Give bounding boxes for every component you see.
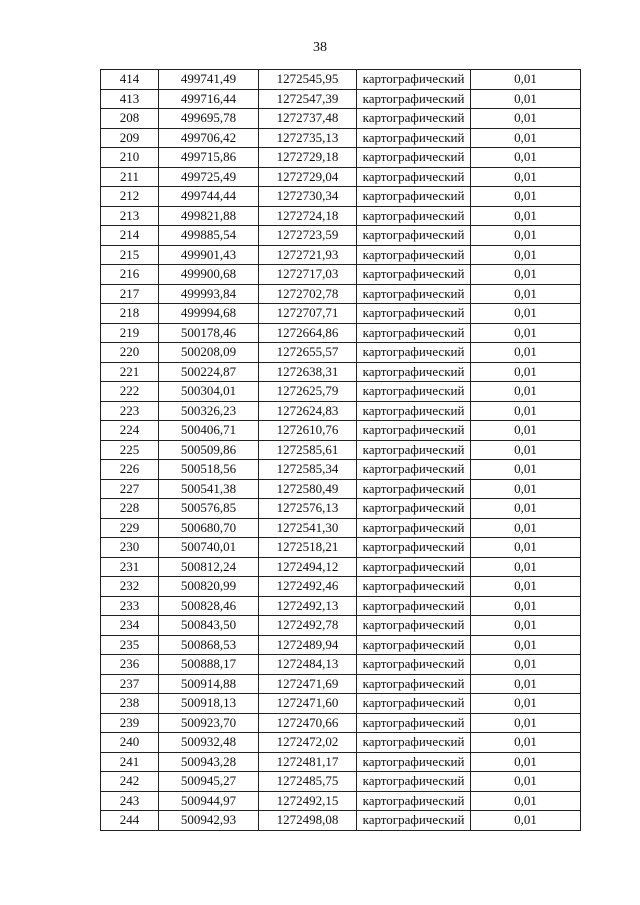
method-cell: картографический: [357, 226, 471, 246]
point-number-cell: 227: [101, 479, 159, 499]
x-coordinate-cell: 500923,70: [159, 713, 259, 733]
table-row: [101, 752, 581, 772]
x-coordinate-cell: 500914,88: [159, 674, 259, 694]
x-coordinate-cell: 500326,23: [159, 401, 259, 421]
accuracy-cell: 0,01: [471, 733, 581, 753]
x-coordinate-cell: 499741,49: [159, 70, 259, 90]
point-number-cell: 215: [101, 245, 159, 265]
point-number-cell: 243: [101, 791, 159, 811]
accuracy-cell: 0,01: [471, 811, 581, 831]
point-number-cell: 414: [101, 70, 159, 90]
y-coordinate-cell: 1272580,49: [259, 479, 357, 499]
accuracy-cell: 0,01: [471, 304, 581, 324]
point-number-cell: 230: [101, 538, 159, 558]
method-cell: картографический: [357, 187, 471, 207]
point-number-cell: 234: [101, 616, 159, 636]
y-coordinate-cell: 1272724,18: [259, 206, 357, 226]
x-coordinate-cell: 500888,17: [159, 655, 259, 675]
y-coordinate-cell: 1272545,95: [259, 70, 357, 90]
y-coordinate-cell: 1272547,39: [259, 89, 357, 109]
table-row: [101, 284, 581, 304]
method-cell: картографический: [357, 284, 471, 304]
y-coordinate-cell: 1272638,31: [259, 362, 357, 382]
point-number-cell: 228: [101, 499, 159, 519]
x-coordinate-cell: 499901,43: [159, 245, 259, 265]
method-cell: картографический: [357, 323, 471, 343]
y-coordinate-cell: 1272484,13: [259, 655, 357, 675]
method-cell: картографический: [357, 362, 471, 382]
point-number-cell: 232: [101, 577, 159, 597]
x-coordinate-cell: 499706,42: [159, 128, 259, 148]
accuracy-cell: 0,01: [471, 616, 581, 636]
table-row: [101, 694, 581, 714]
x-coordinate-cell: 500943,28: [159, 752, 259, 772]
accuracy-cell: 0,01: [471, 265, 581, 285]
x-coordinate-cell: 499695,78: [159, 109, 259, 129]
point-number-cell: 220: [101, 343, 159, 363]
table-row: [101, 538, 581, 558]
y-coordinate-cell: 1272498,08: [259, 811, 357, 831]
y-coordinate-cell: 1272494,12: [259, 557, 357, 577]
table-row: [101, 440, 581, 460]
accuracy-cell: 0,01: [471, 499, 581, 519]
table-row: [101, 616, 581, 636]
method-cell: картографический: [357, 674, 471, 694]
y-coordinate-cell: 1272518,21: [259, 538, 357, 558]
y-coordinate-cell: 1272471,60: [259, 694, 357, 714]
accuracy-cell: 0,01: [471, 694, 581, 714]
method-cell: картографический: [357, 538, 471, 558]
table-row: [101, 128, 581, 148]
table-row: [101, 674, 581, 694]
method-cell: картографический: [357, 128, 471, 148]
table-row: [101, 401, 581, 421]
accuracy-cell: 0,01: [471, 518, 581, 538]
table-row: [101, 557, 581, 577]
table-row: [101, 343, 581, 363]
method-cell: картографический: [357, 206, 471, 226]
y-coordinate-cell: 1272471,69: [259, 674, 357, 694]
accuracy-cell: 0,01: [471, 460, 581, 480]
method-cell: картографический: [357, 382, 471, 402]
y-coordinate-cell: 1272721,93: [259, 245, 357, 265]
table-row: [101, 187, 581, 207]
table-row: [101, 362, 581, 382]
accuracy-cell: 0,01: [471, 148, 581, 168]
table-row: [101, 265, 581, 285]
accuracy-cell: 0,01: [471, 440, 581, 460]
method-cell: картографический: [357, 655, 471, 675]
table-row: [101, 791, 581, 811]
method-cell: картографический: [357, 479, 471, 499]
x-coordinate-cell: 500812,24: [159, 557, 259, 577]
table-row: [101, 518, 581, 538]
x-coordinate-cell: 499821,88: [159, 206, 259, 226]
point-number-cell: 239: [101, 713, 159, 733]
point-number-cell: 221: [101, 362, 159, 382]
table-row: [101, 772, 581, 792]
method-cell: картографический: [357, 499, 471, 519]
point-number-cell: 223: [101, 401, 159, 421]
y-coordinate-cell: 1272472,02: [259, 733, 357, 753]
y-coordinate-cell: 1272576,13: [259, 499, 357, 519]
accuracy-cell: 0,01: [471, 109, 581, 129]
method-cell: картографический: [357, 694, 471, 714]
method-cell: картографический: [357, 635, 471, 655]
x-coordinate-cell: 500178,46: [159, 323, 259, 343]
x-coordinate-cell: 500932,48: [159, 733, 259, 753]
method-cell: картографический: [357, 596, 471, 616]
y-coordinate-cell: 1272702,78: [259, 284, 357, 304]
point-number-cell: 210: [101, 148, 159, 168]
table-body: [101, 70, 581, 831]
method-cell: картографический: [357, 304, 471, 324]
method-cell: картографический: [357, 265, 471, 285]
point-number-cell: 238: [101, 694, 159, 714]
accuracy-cell: 0,01: [471, 70, 581, 90]
x-coordinate-cell: 499885,54: [159, 226, 259, 246]
point-number-cell: 226: [101, 460, 159, 480]
point-number-cell: 413: [101, 89, 159, 109]
coordinates-table: [100, 69, 581, 831]
point-number-cell: 237: [101, 674, 159, 694]
accuracy-cell: 0,01: [471, 206, 581, 226]
point-number-cell: 231: [101, 557, 159, 577]
y-coordinate-cell: 1272655,57: [259, 343, 357, 363]
y-coordinate-cell: 1272489,94: [259, 635, 357, 655]
y-coordinate-cell: 1272492,78: [259, 616, 357, 636]
method-cell: картографический: [357, 109, 471, 129]
point-number-cell: 225: [101, 440, 159, 460]
y-coordinate-cell: 1272492,46: [259, 577, 357, 597]
y-coordinate-cell: 1272624,83: [259, 401, 357, 421]
x-coordinate-cell: 499725,49: [159, 167, 259, 187]
point-number-cell: 242: [101, 772, 159, 792]
x-coordinate-cell: 500868,53: [159, 635, 259, 655]
method-cell: картографический: [357, 577, 471, 597]
method-cell: картографический: [357, 733, 471, 753]
table-row: [101, 167, 581, 187]
y-coordinate-cell: 1272729,04: [259, 167, 357, 187]
y-coordinate-cell: 1272707,71: [259, 304, 357, 324]
x-coordinate-cell: 499716,44: [159, 89, 259, 109]
method-cell: картографический: [357, 245, 471, 265]
accuracy-cell: 0,01: [471, 557, 581, 577]
accuracy-cell: 0,01: [471, 713, 581, 733]
point-number-cell: 222: [101, 382, 159, 402]
y-coordinate-cell: 1272730,34: [259, 187, 357, 207]
table-row: [101, 733, 581, 753]
x-coordinate-cell: 500740,01: [159, 538, 259, 558]
accuracy-cell: 0,01: [471, 284, 581, 304]
accuracy-cell: 0,01: [471, 89, 581, 109]
accuracy-cell: 0,01: [471, 674, 581, 694]
table-row: [101, 382, 581, 402]
method-cell: картографический: [357, 752, 471, 772]
table-row: [101, 109, 581, 129]
accuracy-cell: 0,01: [471, 577, 581, 597]
method-cell: картографический: [357, 460, 471, 480]
table-row: [101, 148, 581, 168]
accuracy-cell: 0,01: [471, 479, 581, 499]
accuracy-cell: 0,01: [471, 635, 581, 655]
x-coordinate-cell: 500680,70: [159, 518, 259, 538]
point-number-cell: 241: [101, 752, 159, 772]
method-cell: картографический: [357, 89, 471, 109]
table-row: [101, 304, 581, 324]
table-row: [101, 89, 581, 109]
accuracy-cell: 0,01: [471, 245, 581, 265]
x-coordinate-cell: 499715,86: [159, 148, 259, 168]
accuracy-cell: 0,01: [471, 752, 581, 772]
accuracy-cell: 0,01: [471, 323, 581, 343]
accuracy-cell: 0,01: [471, 401, 581, 421]
table-row: [101, 713, 581, 733]
x-coordinate-cell: 500208,09: [159, 343, 259, 363]
y-coordinate-cell: 1272485,75: [259, 772, 357, 792]
x-coordinate-cell: 500518,56: [159, 460, 259, 480]
y-coordinate-cell: 1272664,86: [259, 323, 357, 343]
point-number-cell: 208: [101, 109, 159, 129]
y-coordinate-cell: 1272481,17: [259, 752, 357, 772]
table-row: [101, 655, 581, 675]
method-cell: картографический: [357, 791, 471, 811]
y-coordinate-cell: 1272492,15: [259, 791, 357, 811]
point-number-cell: 212: [101, 187, 159, 207]
accuracy-cell: 0,01: [471, 421, 581, 441]
x-coordinate-cell: 500942,93: [159, 811, 259, 831]
table-row: [101, 596, 581, 616]
y-coordinate-cell: 1272470,66: [259, 713, 357, 733]
accuracy-cell: 0,01: [471, 343, 581, 363]
y-coordinate-cell: 1272541,30: [259, 518, 357, 538]
x-coordinate-cell: 499993,84: [159, 284, 259, 304]
point-number-cell: 224: [101, 421, 159, 441]
method-cell: картографический: [357, 148, 471, 168]
table-row: [101, 70, 581, 90]
table-row: [101, 499, 581, 519]
accuracy-cell: 0,01: [471, 772, 581, 792]
point-number-cell: 235: [101, 635, 159, 655]
accuracy-cell: 0,01: [471, 791, 581, 811]
y-coordinate-cell: 1272625,79: [259, 382, 357, 402]
y-coordinate-cell: 1272717,03: [259, 265, 357, 285]
point-number-cell: 216: [101, 265, 159, 285]
method-cell: картографический: [357, 518, 471, 538]
x-coordinate-cell: 500509,86: [159, 440, 259, 460]
table-row: [101, 245, 581, 265]
method-cell: картографический: [357, 440, 471, 460]
method-cell: картографический: [357, 713, 471, 733]
method-cell: картографический: [357, 616, 471, 636]
x-coordinate-cell: 500576,85: [159, 499, 259, 519]
table-row: [101, 460, 581, 480]
point-number-cell: 233: [101, 596, 159, 616]
table-row: [101, 226, 581, 246]
page-number: 38: [313, 40, 327, 55]
accuracy-cell: 0,01: [471, 596, 581, 616]
accuracy-cell: 0,01: [471, 226, 581, 246]
accuracy-cell: 0,01: [471, 128, 581, 148]
table-row: [101, 479, 581, 499]
accuracy-cell: 0,01: [471, 167, 581, 187]
x-coordinate-cell: 500944,97: [159, 791, 259, 811]
x-coordinate-cell: 500828,46: [159, 596, 259, 616]
x-coordinate-cell: 500945,27: [159, 772, 259, 792]
table-row: [101, 421, 581, 441]
x-coordinate-cell: 499744,44: [159, 187, 259, 207]
y-coordinate-cell: 1272723,59: [259, 226, 357, 246]
x-coordinate-cell: 500820,99: [159, 577, 259, 597]
method-cell: картографический: [357, 343, 471, 363]
x-coordinate-cell: 500843,50: [159, 616, 259, 636]
accuracy-cell: 0,01: [471, 655, 581, 675]
accuracy-cell: 0,01: [471, 382, 581, 402]
y-coordinate-cell: 1272729,18: [259, 148, 357, 168]
method-cell: картографический: [357, 811, 471, 831]
x-coordinate-cell: 499900,68: [159, 265, 259, 285]
method-cell: картографический: [357, 772, 471, 792]
point-number-cell: 209: [101, 128, 159, 148]
point-number-cell: 218: [101, 304, 159, 324]
point-number-cell: 217: [101, 284, 159, 304]
x-coordinate-cell: 500224,87: [159, 362, 259, 382]
accuracy-cell: 0,01: [471, 538, 581, 558]
table-row: [101, 323, 581, 343]
table-row: [101, 635, 581, 655]
point-number-cell: 214: [101, 226, 159, 246]
method-cell: картографический: [357, 557, 471, 577]
method-cell: картографический: [357, 167, 471, 187]
table-row: [101, 577, 581, 597]
point-number-cell: 211: [101, 167, 159, 187]
x-coordinate-cell: 500304,01: [159, 382, 259, 402]
table-row: [101, 811, 581, 831]
point-number-cell: 229: [101, 518, 159, 538]
point-number-cell: 236: [101, 655, 159, 675]
table-row: [101, 206, 581, 226]
y-coordinate-cell: 1272585,34: [259, 460, 357, 480]
accuracy-cell: 0,01: [471, 187, 581, 207]
y-coordinate-cell: 1272610,76: [259, 421, 357, 441]
method-cell: картографический: [357, 421, 471, 441]
y-coordinate-cell: 1272735,13: [259, 128, 357, 148]
method-cell: картографический: [357, 401, 471, 421]
x-coordinate-cell: 500918,13: [159, 694, 259, 714]
point-number-cell: 213: [101, 206, 159, 226]
y-coordinate-cell: 1272737,48: [259, 109, 357, 129]
y-coordinate-cell: 1272585,61: [259, 440, 357, 460]
point-number-cell: 240: [101, 733, 159, 753]
x-coordinate-cell: 500406,71: [159, 421, 259, 441]
point-number-cell: 219: [101, 323, 159, 343]
x-coordinate-cell: 499994,68: [159, 304, 259, 324]
accuracy-cell: 0,01: [471, 362, 581, 382]
x-coordinate-cell: 500541,38: [159, 479, 259, 499]
method-cell: картографический: [357, 70, 471, 90]
point-number-cell: 244: [101, 811, 159, 831]
y-coordinate-cell: 1272492,13: [259, 596, 357, 616]
